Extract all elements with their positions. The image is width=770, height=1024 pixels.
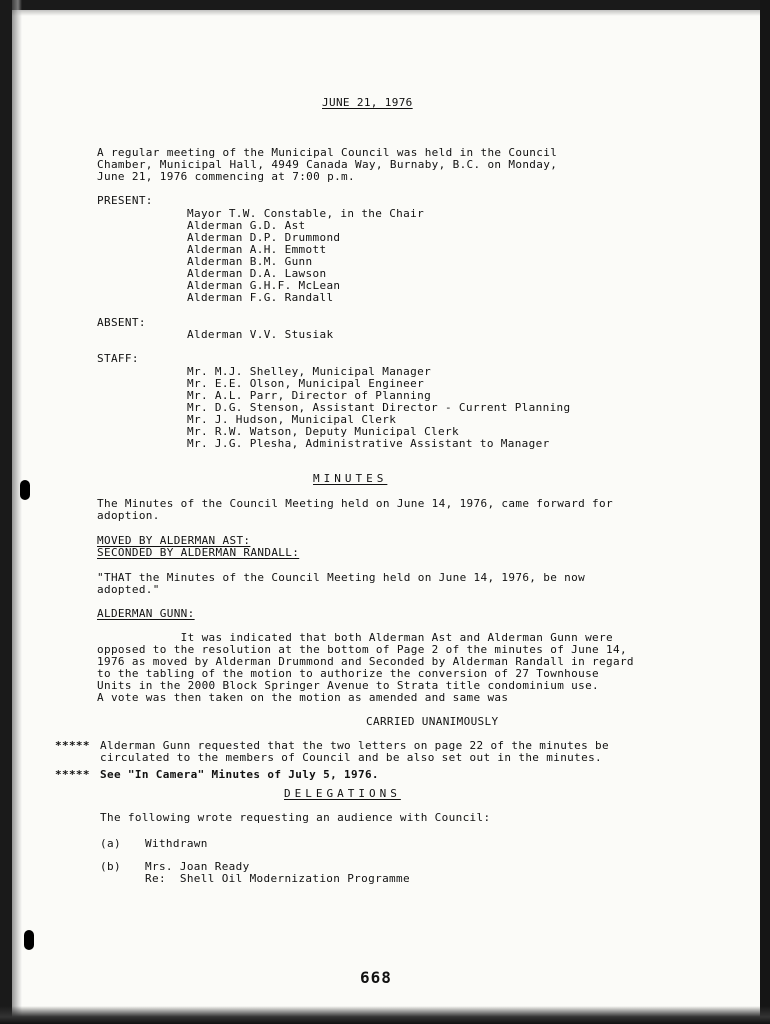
note-marker: ***** [55, 739, 90, 752]
staff-member: Mr. R.W. Watson, Deputy Municipal Clerk [187, 425, 459, 438]
scan-edge-top-shadow [0, 10, 770, 16]
seconded-by: SECONDED BY ALDERMAN RANDALL: [97, 546, 300, 559]
minutes-heading: MINUTES [313, 472, 388, 485]
present-member: Alderman A.H. Emmott [187, 243, 327, 256]
note-line: circulated to the members of Council and be also set out in the minutes. [100, 751, 603, 764]
delegation-line: Withdrawn [145, 837, 208, 850]
punch-hole [20, 480, 30, 500]
note-line: Alderman Gunn requested that the two letters on page 22 of the minutes be [100, 739, 609, 752]
staff-member: Mr. A.L. Parr, Director of Planning [187, 389, 432, 402]
speaker-body-line: Units in the 2000 Block Springer Avenue to Strata title condominium use. [97, 679, 600, 692]
staff-member: Mr. J.G. Plesha, Administrative Assistant to Manager [187, 437, 550, 450]
note-marker: ***** [55, 768, 90, 781]
scan-edge-top [0, 0, 770, 10]
minutes-body-line: adoption. [97, 509, 160, 522]
present-member: Alderman D.A. Lawson [187, 267, 327, 280]
absent-member: Alderman V.V. Stusiak [187, 328, 334, 341]
speaker-body-line: A vote was then taken on the motion as amended and same was [97, 691, 509, 704]
moved-by: MOVED BY ALDERMAN AST: [97, 534, 251, 547]
note-line: See "In Camera" Minutes of July 5, 1976. [100, 768, 379, 781]
speaker-body-line: opposed to the resolution at the bottom of Page 2 of the minutes of June 14, [97, 643, 627, 656]
intro-line: A regular meeting of the Municipal Council was held in the Council [97, 146, 558, 159]
speaker-heading: ALDERMAN GUNN: [97, 607, 195, 620]
speaker-body-line: 1976 as moved by Alderman Drummond and Seconded by Alderman Randall in regard [97, 655, 634, 668]
staff-member: Mr. M.J. Shelley, Municipal Manager [187, 365, 432, 378]
speaker-body-line: It was indicated that both Alderman Ast and Alderman Gunn were [97, 631, 613, 644]
intro-line: Chamber, Municipal Hall, 4949 Canada Way, Burnaby, B.C. on Monday, [97, 158, 558, 171]
present-member: Alderman F.G. Randall [187, 291, 334, 304]
scan-edge-left-shadow [12, 0, 22, 1024]
staff-member: Mr. D.G. Stenson, Assistant Director - Current Planning [187, 401, 571, 414]
delegation-marker: (a) [100, 837, 121, 850]
minutes-body-line: The Minutes of the Council Meeting held on June 14, 1976, came forward for [97, 497, 613, 510]
scan-edge-bottom [0, 1006, 770, 1024]
scan-edge-right [760, 0, 770, 1024]
delegation-line: Re: Shell Oil Modernization Programme [145, 872, 410, 885]
motion-line: "THAT the Minutes of the Council Meeting held on June 14, 1976, be now [97, 571, 586, 584]
motion-line: adopted." [97, 583, 160, 596]
carried-unanimously: CARRIED UNANIMOUSLY [366, 715, 499, 728]
staff-member: Mr. E.E. Olson, Municipal Engineer [187, 377, 425, 390]
speaker-body-line: to the tabling of the motion to authorize the conversion of 27 Townhouse [97, 667, 600, 680]
staff-label: STAFF: [97, 352, 139, 365]
punch-hole [24, 930, 34, 950]
present-member: Mayor T.W. Constable, in the Chair [187, 207, 425, 220]
scan-edge-left [0, 0, 12, 1024]
present-member: Alderman G.D. Ast [187, 219, 306, 232]
present-label: PRESENT: [97, 194, 153, 207]
absent-label: ABSENT: [97, 316, 146, 329]
present-member: Alderman G.H.F. McLean [187, 279, 341, 292]
intro-line: June 21, 1976 commencing at 7:00 p.m. [97, 170, 355, 183]
present-member: Alderman B.M. Gunn [187, 255, 313, 268]
delegation-marker: (b) [100, 860, 121, 873]
present-member: Alderman D.P. Drummond [187, 231, 341, 244]
delegations-heading: DELEGATIONS [284, 787, 401, 800]
page-number: 668 [360, 968, 392, 987]
date-heading: JUNE 21, 1976 [322, 96, 413, 109]
delegations-intro: The following wrote requesting an audience with Council: [100, 811, 491, 824]
delegation-line: Mrs. Joan Ready [145, 860, 250, 873]
staff-member: Mr. J. Hudson, Municipal Clerk [187, 413, 397, 426]
